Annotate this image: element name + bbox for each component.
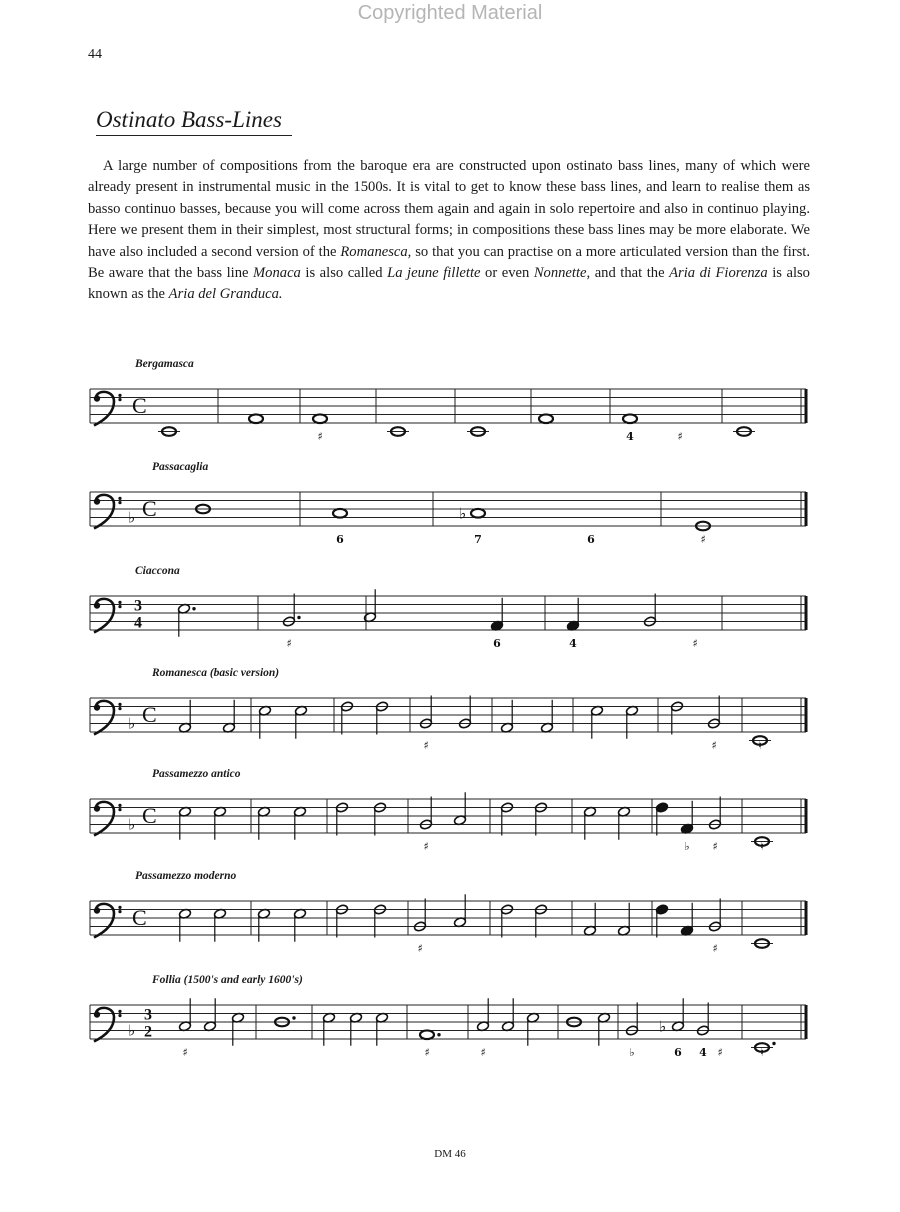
- example-title: Ciaccona: [135, 565, 180, 577]
- example-title: Passacaglia: [152, 461, 209, 473]
- time-signature-bottom: 2: [144, 1023, 152, 1041]
- bass-clef-dot: [118, 501, 121, 504]
- bass-staff: [0, 358, 900, 458]
- figured-bass-figure: 4: [569, 637, 577, 650]
- figured-bass-figure: ♯: [692, 637, 698, 650]
- time-signature-top: 3: [144, 1006, 152, 1024]
- intro-text: A large number of compositions from the baroque era are constructed upon ostinato bass lines, many of which were already present in instrumental music in the 1500s. It is vital to get to know these bass lines, and learn to realise them as basso continuo basses, because you will come across them again and again in solo repertoire and also in continuo playing. Here we present them in their simplest, most structural forms; in compositions these bass lines may be more elaborate. We have also included a second version of the: [88, 158, 810, 260]
- intro-italic: Romanesca,: [340, 243, 412, 260]
- intro-text: so that you can practise on a more articulated version than the first. Be aware that the bass line: [88, 243, 810, 282]
- figured-bass-figure: ♮: [758, 739, 762, 752]
- bass-clef-dot: [118, 707, 121, 710]
- bass-staff: [0, 768, 900, 868]
- example-passamezzo-antico: [0, 768, 900, 868]
- intro-italic: Monaca: [253, 265, 301, 282]
- example-title: Romanesca (basic version): [152, 667, 280, 679]
- footer-code: DM 46: [434, 1148, 466, 1160]
- accidental-flat-icon: ♭: [659, 1017, 667, 1036]
- figured-bass-figure: ♯: [717, 1046, 723, 1059]
- key-flat-icon: ♭: [128, 815, 136, 834]
- figured-bass-figure: ♭: [684, 840, 690, 853]
- bass-clef-icon: [94, 704, 100, 710]
- bass-clef-dot: [118, 1014, 121, 1017]
- example-title: Follia (1500's and early 1600's): [152, 974, 303, 986]
- bass-clef-dot: [118, 605, 121, 608]
- whole-note: [333, 509, 347, 518]
- figured-bass-figure: ♮: [760, 1046, 764, 1059]
- bass-clef-icon: [94, 498, 100, 504]
- example-passamezzo-moderno: [0, 870, 900, 970]
- example-ciaccona: [0, 565, 900, 665]
- whole-note: [471, 509, 485, 518]
- time-signature: C: [142, 496, 157, 521]
- intro-text: or even: [480, 265, 534, 282]
- bass-clef-icon: [94, 1011, 100, 1017]
- figured-bass-figure: ♯: [317, 430, 323, 443]
- figured-bass-figure: 6: [587, 533, 595, 546]
- bass-clef-icon: [94, 805, 100, 811]
- intro-italic: Nonnette,: [533, 265, 591, 282]
- bass-staff: [0, 565, 900, 665]
- bass-clef-icon: [94, 907, 100, 913]
- time-signature: C: [142, 702, 157, 727]
- bass-staff: [0, 870, 900, 970]
- figured-bass-figure: 4: [699, 1046, 707, 1059]
- figured-bass-figure: ♯: [423, 739, 429, 752]
- example-title: Passamezzo moderno: [135, 870, 237, 882]
- key-flat-icon: ♭: [128, 1021, 136, 1040]
- bass-clef-icon: [94, 602, 100, 608]
- key-flat-icon: ♭: [128, 714, 136, 733]
- time-signature-bottom: 4: [134, 614, 142, 632]
- intro-text: is also called: [300, 265, 388, 282]
- bass-staff: [0, 667, 900, 767]
- figured-bass-figure: ♯: [423, 840, 429, 853]
- figured-bass-figure: ♯: [286, 637, 292, 650]
- bass-clef-dot: [118, 808, 121, 811]
- figured-bass-figure: ♯: [182, 1046, 188, 1059]
- whole-note: [313, 414, 327, 423]
- section-title: Ostinato Bass-Lines: [96, 106, 292, 136]
- page-number: 44: [88, 47, 102, 62]
- example-follia: [0, 974, 900, 1074]
- figured-bass-figure: ♯: [424, 1046, 430, 1059]
- key-flat-icon: ♭: [128, 508, 136, 527]
- figured-bass-figure: ♯: [712, 942, 718, 955]
- figured-bass-figure: ♯: [712, 840, 718, 853]
- figured-bass-figure: ♯: [417, 942, 423, 955]
- accidental-flat-icon: ♭: [459, 504, 467, 523]
- intro-paragraph: [88, 156, 810, 306]
- bass-staff: [0, 461, 900, 561]
- example-passacaglia: [0, 461, 900, 561]
- bass-clef-dot: [118, 394, 121, 397]
- figured-bass-figure: ♭: [629, 1046, 635, 1059]
- time-signature: C: [132, 905, 147, 930]
- intro-text: and that the: [590, 265, 670, 282]
- augmentation-dot: [297, 616, 300, 619]
- figured-bass-figure: 6: [493, 637, 501, 650]
- bass-clef-dot: [118, 910, 121, 913]
- bass-clef-dot: [118, 906, 121, 909]
- whole-note: [420, 1030, 434, 1039]
- bass-clef-dot: [118, 703, 121, 706]
- time-signature: C: [142, 803, 157, 828]
- example-title: Passamezzo antico: [152, 768, 241, 780]
- augmentation-dot: [192, 607, 195, 610]
- bass-clef-dot: [118, 1010, 121, 1013]
- time-signature-top: 3: [134, 597, 142, 615]
- figured-bass-figure: ♯: [700, 533, 706, 546]
- augmentation-dot: [772, 1042, 775, 1045]
- figured-bass-figure: 6: [336, 533, 344, 546]
- intro-italic: La jeune fillette: [387, 265, 481, 282]
- time-signature: C: [132, 393, 147, 418]
- bass-clef-icon: [94, 395, 100, 401]
- figured-bass-figure: 4: [626, 430, 634, 443]
- intro-text: is also known as the: [88, 265, 810, 303]
- example-title: Bergamasca: [135, 358, 194, 370]
- whole-note: [539, 414, 553, 423]
- figured-bass-figure: ♯: [480, 1046, 486, 1059]
- intro-italic: Aria del Granduca.: [168, 286, 283, 303]
- bass-clef-dot: [118, 497, 121, 500]
- example-romanesca: [0, 667, 900, 767]
- bass-clef-dot: [118, 398, 121, 401]
- figured-bass-figure: 7: [474, 533, 482, 546]
- bass-clef-dot: [118, 804, 121, 807]
- bass-clef-dot: [118, 601, 121, 604]
- intro-italic: Aria di Fiorenza: [669, 265, 768, 282]
- figured-bass-figure: ♮: [760, 840, 764, 853]
- whole-note: [623, 414, 637, 423]
- augmentation-dot: [437, 1033, 440, 1036]
- bass-staff: [0, 974, 900, 1074]
- whole-note: [249, 414, 263, 423]
- figured-bass-figure: 6: [674, 1046, 682, 1059]
- example-bergamasca: [0, 358, 900, 458]
- augmentation-dot: [292, 1016, 295, 1019]
- figured-bass-figure: ♯: [677, 430, 683, 443]
- watermark: Copyrighted Material: [357, 2, 543, 24]
- figured-bass-figure: ♯: [711, 739, 717, 752]
